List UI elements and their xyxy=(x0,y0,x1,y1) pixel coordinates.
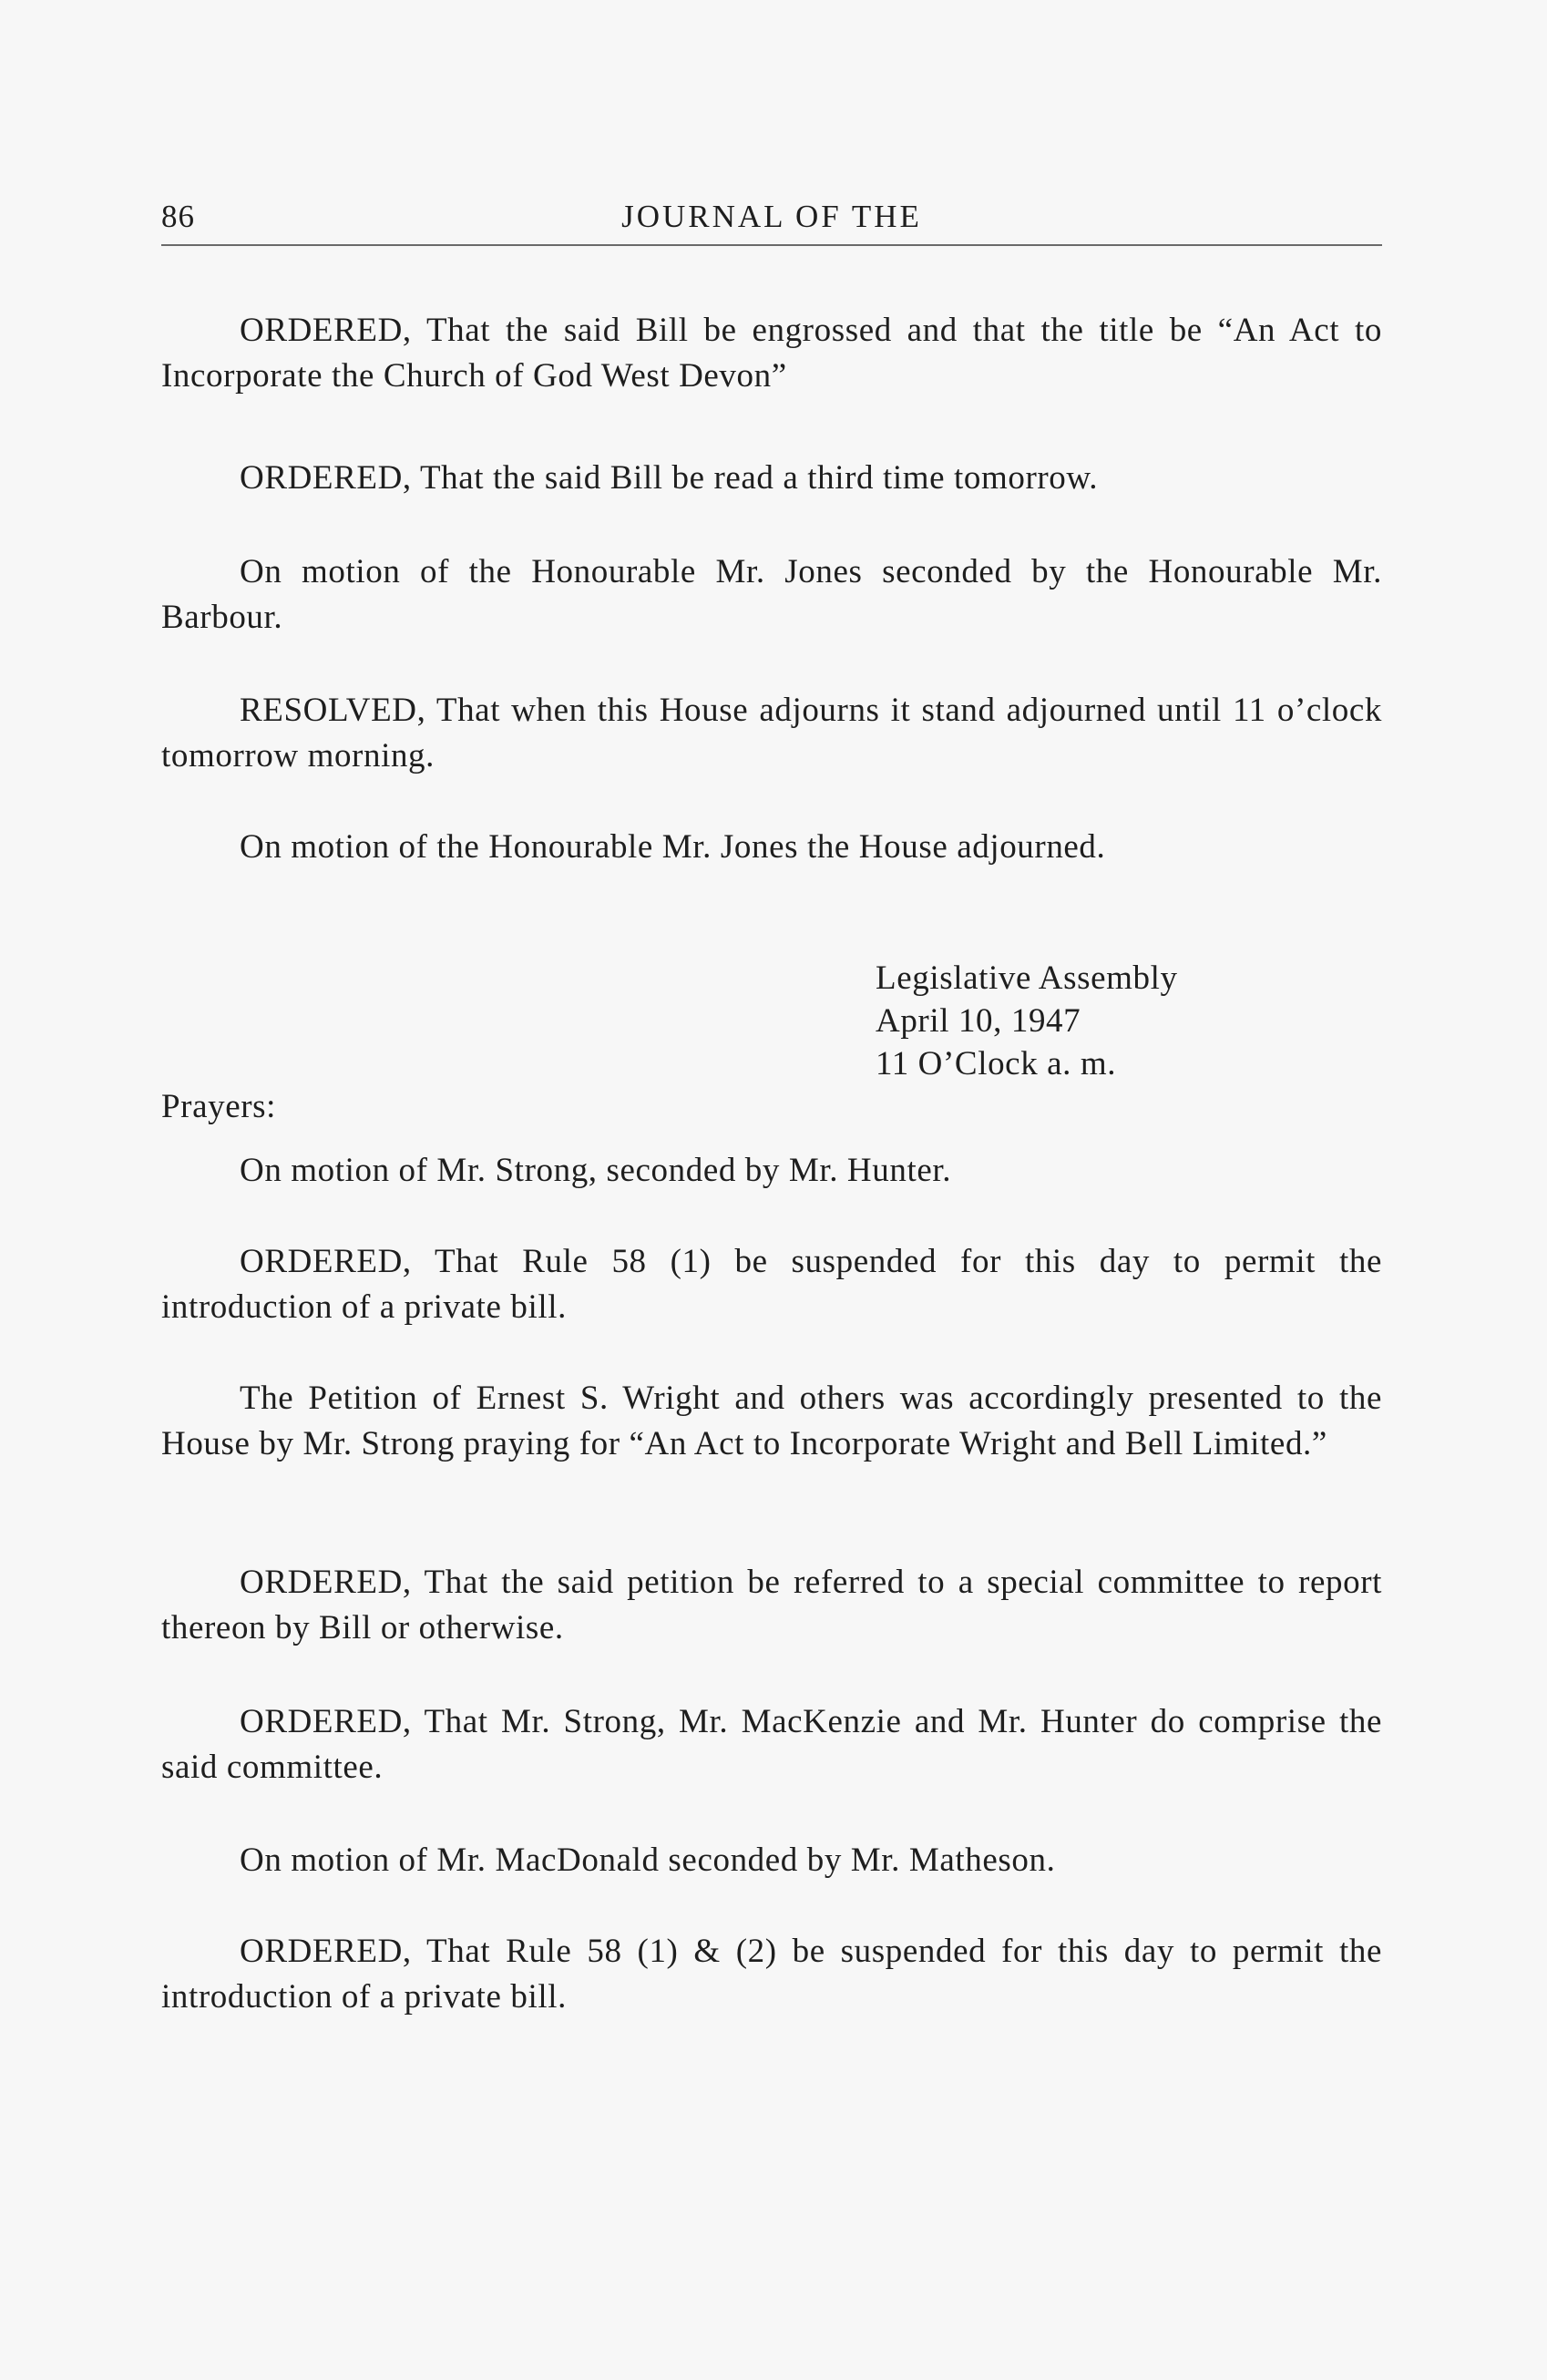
paragraph-motion-macdonald-matheson: On motion of Mr. MacDonald seconded by Mr. Matheson. xyxy=(240,1841,1056,1879)
paragraph-motion-strong-hunter: On motion of Mr. Strong, seconded by Mr. Hunter. xyxy=(240,1152,952,1189)
page-number: 86 xyxy=(161,199,195,234)
paragraph-rule-58-1-2-suspension: ORDERED, That Rule 58 (1) & (2) be suspended for this day to permit the introduction of a private bill. xyxy=(161,1933,1382,2016)
sitting-body: Legislative Assembly xyxy=(876,959,1178,997)
prayers-label: Prayers: xyxy=(161,1088,277,1125)
paragraph-rule-58-suspension: ORDERED, That Rule 58 (1) be suspended for this day to permit the introduction of a private bill. xyxy=(161,1243,1382,1326)
paragraph-wright-petition: The Petition of Ernest S. Wright and others was accordingly presented to the House by Mr. Strong praying for “An Act to Incorporate Wright and Bell Limited.” xyxy=(161,1380,1382,1462)
paragraph-third-reading-order: ORDERED, That the said Bill be read a third time tomorrow. xyxy=(240,459,1099,497)
paragraph-adjournment-resolution: RESOLVED, That when this House adjourns it stand adjourned until 11 o’clock tomorrow morning. xyxy=(161,692,1382,775)
paragraph-house-adjourned: On motion of the Honourable Mr. Jones the House adjourned. xyxy=(240,828,1106,866)
paragraph-special-committee-referral: ORDERED, That the said petition be referred to a special committee to report thereon by Bill or otherwise. xyxy=(161,1564,1382,1647)
sitting-time: 11 O’Clock a. m. xyxy=(876,1045,1117,1082)
paragraph-engrossed-order: ORDERED, That the said Bill be engrossed and that the title be “An Act to Incorporate the Church of God West Devon” xyxy=(161,312,1382,395)
header-rule xyxy=(161,244,1382,246)
page-header xyxy=(161,191,1382,246)
sitting-date-block xyxy=(876,957,1178,1085)
running-head: JOURNAL OF THE xyxy=(621,199,922,234)
paragraph-motion-jones-barbour: On motion of the Honourable Mr. Jones seconded by the Honourable Mr. Barbour. xyxy=(161,553,1382,636)
paragraph-committee-members: ORDERED, That Mr. Strong, Mr. MacKenzie and Mr. Hunter do comprise the said committee. xyxy=(161,1703,1382,1786)
sitting-date: April 10, 1947 xyxy=(876,1002,1081,1040)
